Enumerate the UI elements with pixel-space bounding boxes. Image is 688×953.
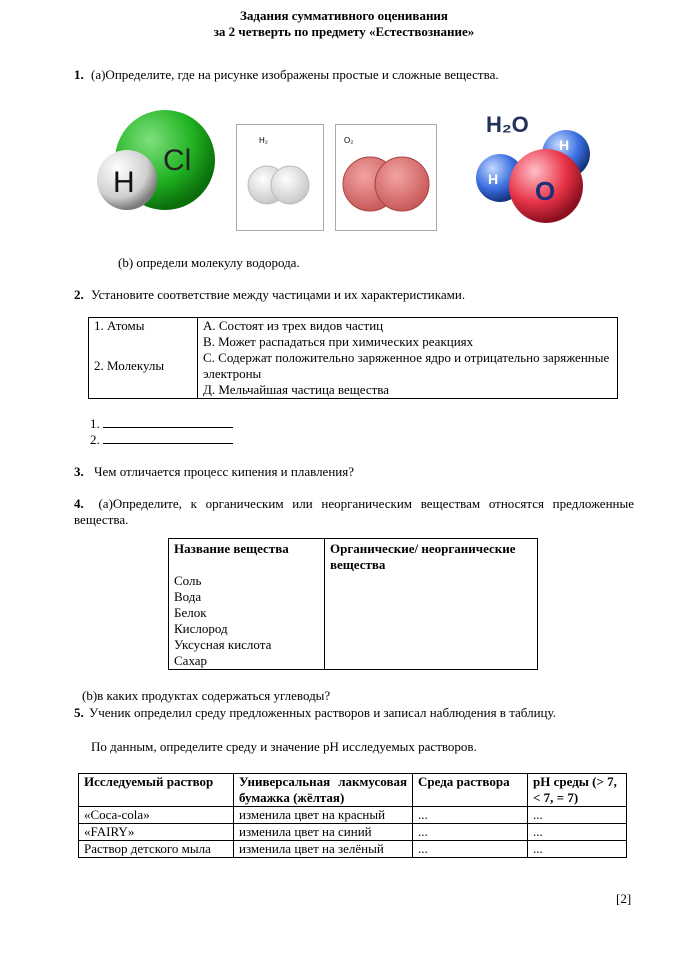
h2-molecule-card xyxy=(236,124,324,231)
substances-table xyxy=(168,538,538,670)
medium-cell[interactable]: ... xyxy=(413,807,528,824)
answer-cell[interactable] xyxy=(325,621,538,637)
substance-cell: Соль xyxy=(169,573,325,589)
question-number: 2. xyxy=(74,287,84,302)
question-1b-text: (b) определи молекулу водорода. xyxy=(118,255,300,270)
matching-right-cell: В. Может распадаться при химических реакциях xyxy=(198,334,618,350)
question-number: 1. xyxy=(74,67,84,82)
substance-cell: Белок xyxy=(169,605,325,621)
substance-cell: Сахар xyxy=(169,653,325,670)
h2-molecule-image xyxy=(237,155,323,215)
litmus-cell: изменила цвет на синий xyxy=(234,824,413,841)
ph-cell[interactable]: ... xyxy=(528,824,627,841)
question-5-instruction: По данным, определите среду и значение pH исследуемых растворов. xyxy=(91,739,477,754)
litmus-cell: изменила цвет на красный xyxy=(234,807,413,824)
matching-left-cell: 2. Молекулы xyxy=(89,350,198,382)
answer-cell[interactable] xyxy=(325,653,538,670)
question-text: Чем отличается процесс кипения и плавления? xyxy=(94,464,354,479)
answer-blank[interactable] xyxy=(103,432,233,444)
table-header: Исследуемый раствор xyxy=(79,774,234,807)
ph-cell[interactable]: ... xyxy=(528,841,627,858)
matching-table xyxy=(88,317,618,399)
solution-cell: «FAIRY» xyxy=(79,824,234,841)
question-4 xyxy=(74,496,634,528)
h2-label: H₂ xyxy=(259,136,268,145)
medium-cell[interactable]: ... xyxy=(413,824,528,841)
question-number: 4. xyxy=(74,496,84,511)
hcl-h-label: H xyxy=(113,166,135,199)
matching-left-cell: 1. Атомы xyxy=(89,318,198,335)
question-4b-text: (b)в каких продуктах содержаться углеводы? xyxy=(82,688,331,703)
matching-left-cell xyxy=(89,382,198,399)
matching-right-cell: Д. Мельчайшая частица вещества xyxy=(198,382,618,399)
h2o-o-label: O xyxy=(535,176,556,206)
answer-line-1[interactable] xyxy=(90,416,233,432)
o2-molecule-card xyxy=(335,124,437,231)
answer-blank[interactable] xyxy=(103,416,233,428)
matching-right-cell: С. Содержат положительно заряженное ядро и отрицательно заряженные электроны xyxy=(198,350,618,382)
table-header: Название вещества xyxy=(169,539,325,574)
matching-right-cell: А. Состоят из трех видов частиц xyxy=(198,318,618,335)
answer-cell[interactable] xyxy=(325,637,538,653)
answer-line-2[interactable] xyxy=(90,432,233,448)
litmus-cell: изменила цвет на зелёный xyxy=(234,841,413,858)
table-row xyxy=(79,824,627,841)
score-label: [2] xyxy=(616,891,632,906)
answer-label: 2. xyxy=(90,432,100,447)
table-header: Органические/ неорганические вещества xyxy=(325,539,538,574)
solution-cell: Раствор детского мыла xyxy=(79,841,234,858)
question-number: 3. xyxy=(74,464,84,479)
question-text: (a)Определите, где на рисунке изображены простые и сложные вещества. xyxy=(91,67,499,82)
answer-cell[interactable] xyxy=(325,573,538,589)
h2o-formula: H₂O xyxy=(486,112,529,137)
table-header: Среда раствора xyxy=(413,774,528,807)
solution-cell: «Coca-cola» xyxy=(79,807,234,824)
table-row xyxy=(79,841,627,858)
question-2 xyxy=(74,287,465,303)
substance-cell: Кислород xyxy=(169,621,325,637)
answer-cell[interactable] xyxy=(325,589,538,605)
question-number: 5. xyxy=(74,705,84,720)
question-text: Ученик определил среду предложенных растворов и записал наблюдения в таблицу. xyxy=(89,705,556,720)
hcl-cl-label: Cl xyxy=(163,144,192,177)
page-subtitle: за 2 четверть по предмету «Естествознание» xyxy=(213,24,475,39)
table-header: pH среды (> 7, < 7, = 7) xyxy=(528,774,627,807)
hcl-molecule-image xyxy=(95,108,220,213)
answer-cell[interactable] xyxy=(325,605,538,621)
table-header: Универсальная лакмусовая бумажка (жёлтая) xyxy=(234,774,413,807)
h2o-molecule-image xyxy=(470,108,610,228)
ph-cell[interactable]: ... xyxy=(528,807,627,824)
table-row xyxy=(79,807,627,824)
medium-cell[interactable]: ... xyxy=(413,841,528,858)
h2o-h2-label: H xyxy=(559,137,570,153)
question-5 xyxy=(74,705,556,721)
h2o-h1-label: H xyxy=(488,171,499,187)
question-3 xyxy=(74,464,354,480)
o2-molecule-image xyxy=(336,149,436,219)
ph-table xyxy=(78,773,627,858)
matching-left-cell xyxy=(89,334,198,350)
answer-label: 1. xyxy=(90,416,100,431)
question-text: Установите соответствие между частицами и их характеристиками. xyxy=(91,287,466,302)
page-title: Задания суммативного оценивания xyxy=(240,8,448,23)
question-text: (a)Определите, к органическим или неорганическим веществам относятся предложенные вещества. xyxy=(74,496,634,527)
o2-label: O₂ xyxy=(344,136,354,145)
substance-cell: Вода xyxy=(169,589,325,605)
question-1 xyxy=(74,67,499,83)
substance-cell: Уксусная кислота xyxy=(169,637,325,653)
